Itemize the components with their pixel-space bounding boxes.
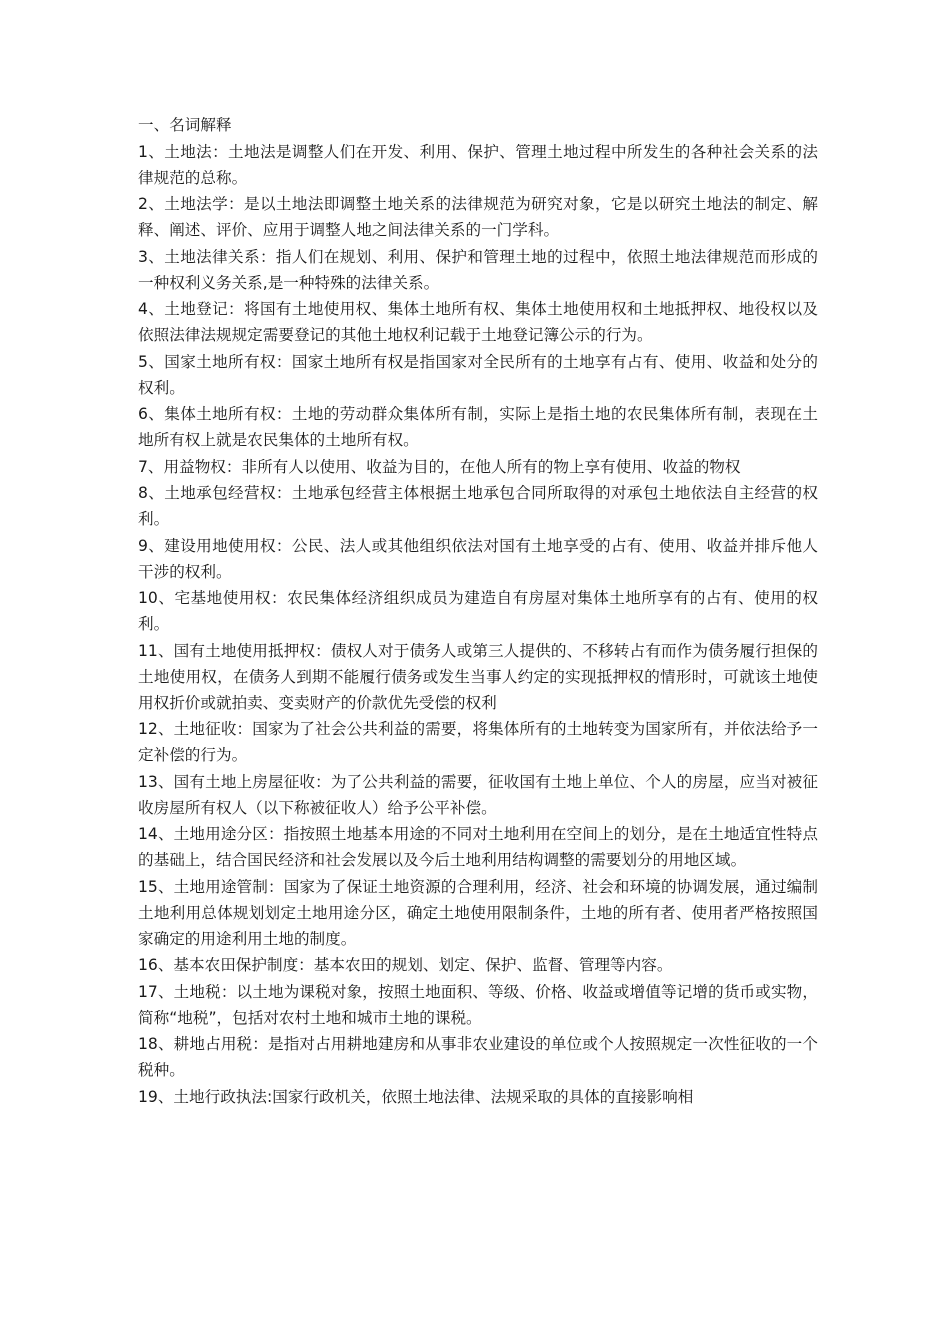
term-definition-1: 1、土地法：土地法是调整人们在开发、利用、保护、管理土地过程中所发生的各种社会关系的法律规范的总称。: [138, 142, 818, 187]
term-definition-12: 12、土地征收：国家为了社会公共利益的需要，将集体所有的土地转变为国家所有，并依法给予一定补偿的行为。: [138, 720, 818, 764]
term-definition-17: 17、土地税：以土地为课税对象，按照土地面积、等级、价格、收益或增值等记增的货币或实物，简称“地税”，包括对农村土地和城市土地的课税。: [138, 982, 818, 1027]
term-definition-5: 5、国家土地所有权：国家土地所有权是指国家对全民所有的土地享有占有、使用、收益和处分的权利。: [138, 352, 818, 397]
term-definition-3: 3、土地法律关系：指人们在规划、利用、保护和管理土地的过程中，依照土地法律规范而形成的一种权利义务关系,是一种特殊的法律关系。: [138, 247, 818, 292]
term-definition-13: 13、国有土地上房屋征收：为了公共利益的需要，征收国有土地上单位、个人的房屋，应当对被征收房屋所有权人（以下称被征收人）给予公平补偿。: [138, 772, 818, 817]
term-definition-9: 9、建设用地使用权：公民、法人或其他组织依法对国有土地享受的占有、使用、收益并排斥他人干涉的权利。: [138, 536, 818, 581]
term-definition-2: 2、土地法学：是以土地法即调整土地关系的法律规范为研究对象，它是以研究土地法的制定、解释、阐述、评价、应用于调整人地之间法律关系的一门学科。: [138, 195, 818, 239]
term-definition-11: 11、国有土地使用抵押权：债权人对于债务人或第三人提供的、不移转占有而作为债务履行担保的土地使用权，在债务人到期不能履行债务或发生当事人约定的实现抵押权的情形时，可就该土地使用权折价或就拍卖、变卖财产的价款优先受偿的权利: [138, 641, 818, 712]
term-definition-14: 14、土地用途分区：指按照土地基本用途的不同对土地利用在空间上的划分，是在土地适宜性特点的基础上，结合国民经济和社会发展以及今后土地利用结构调整的需要划分的用地区域。: [138, 825, 818, 869]
term-definition-16: 16、基本农田保护制度：基本农田的规划、划定、保护、监督、管理等内容。: [138, 956, 673, 974]
document-body: [138, 112, 818, 1110]
term-definition-8: 8、土地承包经营权：土地承包经营主体根据土地承包合同所取得的对承包土地依法自主经营的权利。: [138, 484, 818, 528]
term-definition-19: 19、土地行政执法:国家行政机关，依照土地法律、法规采取的具体的直接影响相: [138, 1087, 694, 1106]
term-definition-10: 10、宅基地使用权：农民集体经济组织成员为建造自有房屋对集体土地所享有的占有、使用的权利。: [138, 589, 818, 633]
term-definition-4: 4、土地登记：将国有土地使用权、集体土地所有权、集体土地使用权和土地抵押权、地役权以及依照法律法规规定需要登记的其他土地权利记载于土地登记簿公示的行为。: [138, 300, 818, 344]
term-definition-18: 18、耕地占用税：是指对占用耕地建房和从事非农业建设的单位或个人按照规定一次性征收的一个税种。: [138, 1035, 818, 1079]
section-heading: 一、名词解释: [138, 116, 232, 134]
term-definition-15: 15、土地用途管制：国家为了保证土地资源的合理利用，经济、社会和环境的协调发展，通过编制土地利用总体规划划定土地用途分区，确定土地使用限制条件，土地的所有者、使用者严格按照国家确定的用途利用土地的制度。: [138, 877, 818, 948]
term-definition-7: 7、用益物权：非所有人以使用、收益为目的，在他人所有的物上享有使用、收益的物权: [138, 457, 741, 476]
term-definition-6: 6、集体土地所有权：土地的劳动群众集体所有制，实际上是指土地的农民集体所有制，表现在土地所有权上就是农民集体的土地所有权。: [138, 405, 818, 449]
